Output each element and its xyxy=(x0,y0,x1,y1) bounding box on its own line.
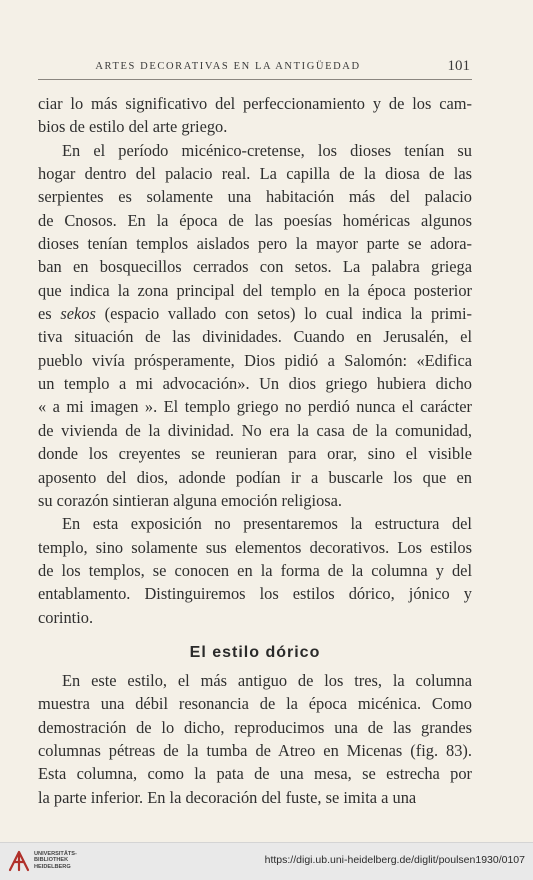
text-line: un templo a mi advocación». Un dios griego hubiera dicho xyxy=(38,374,472,394)
paragraph xyxy=(38,512,472,629)
running-head xyxy=(38,58,472,76)
viewer-footer xyxy=(0,842,533,880)
text-line: En este estilo, el más antiguo de los tres, la columna xyxy=(62,670,472,690)
text-line: serpientes es solamente una habitación más del palacio xyxy=(38,187,472,207)
text-line: ciar lo más significativo del perfeccionamiento y de los cam- xyxy=(38,94,472,113)
running-title: ARTES DECORATIVAS EN LA ANTIGÜEDAD xyxy=(95,61,361,72)
text-line: columnas pétreas de la tumba de Atreo en Micenas (fig. 83). xyxy=(38,740,472,760)
text-line: que indica la zona principal del templo en la época posterior xyxy=(38,280,472,300)
text-line: En el período micénico-cretense, los dioses tenían su xyxy=(62,140,472,160)
library-logo-icon[interactable] xyxy=(6,848,32,874)
text-line: es sekos (espacio vallado con setos) lo cual indica la primi- xyxy=(38,304,472,324)
text-line: pueblo vivía prósperamente, Dios pidió a Salomón: «Edifica xyxy=(38,350,472,370)
header-rule xyxy=(38,79,472,80)
paragraph xyxy=(38,669,472,809)
text-line: la parte inferior. En la decoración del fuste, se imita a una xyxy=(38,787,417,807)
text-line: entablamento. Distinguiremos los estilos dórico, jónico y xyxy=(38,584,472,604)
text-line: de vivienda de la divinidad. No era la casa de la comunidad, xyxy=(38,420,472,440)
paragraph xyxy=(38,92,472,139)
page-number: 101 xyxy=(447,58,470,74)
italic-term: sekos xyxy=(60,304,96,324)
text-line: dioses tenían templos aislados pero la mayor parte se adora- xyxy=(38,234,472,254)
permalink-url[interactable]: https://digi.ub.uni-heidelberg.de/diglit/poulsen1930/0107 xyxy=(264,854,525,866)
body-text xyxy=(38,92,472,809)
text-line: templo, sino solamente sus elementos decorativos. Los estilos xyxy=(38,537,472,557)
paragraphs-after-heading xyxy=(38,669,472,809)
text-line: hogar dentro del palacio real. La capilla de la diosa de las xyxy=(38,164,472,184)
text-line: de Cnosos. En la época de las poesías homéricas algunos xyxy=(38,210,472,230)
text-line: de los templos, se conocen en la forma de la columna y del xyxy=(38,560,472,580)
text-line: ban en bosquecillos cerrados con setos. La palabra griega xyxy=(38,257,472,277)
text-line: su corazón sintieran alguna emoción religiosa. xyxy=(38,490,343,510)
text-line: tiva situación de las divinidades. Cuando en Jerusalén, el xyxy=(38,327,472,347)
text-line: demostración de lo dicho, reproducimos una de las grandes xyxy=(38,717,472,737)
institution-line: BIBLIOTHEK xyxy=(34,857,69,864)
text-line: muestra una débil resonancia de la época micénica. Como xyxy=(38,694,472,714)
text-line: En esta exposición no presentaremos la estructura del xyxy=(62,514,472,534)
institution-name xyxy=(34,851,77,870)
paragraph xyxy=(38,139,472,513)
institution-line: HEIDELBERG xyxy=(34,863,71,870)
text-line: « a mi imagen ». El templo griego no perdió nunca el carácter xyxy=(38,397,472,417)
text-line: Esta columna, como la pata de una mesa, se estrecha por xyxy=(38,764,472,784)
paragraphs-before-heading xyxy=(38,92,472,629)
section-heading: El estilo dórico xyxy=(189,643,321,661)
text-line: aposento del dios, adonde podían ir a buscarle los que en xyxy=(38,467,472,487)
text-line: corintio. xyxy=(38,607,94,627)
text-line: bios de estilo del arte griego. xyxy=(38,117,228,137)
institution-line: UNIVERSITÄTS- xyxy=(34,851,77,857)
text-line: donde los creyentes se reunieran para orar, sino el visible xyxy=(38,444,472,464)
